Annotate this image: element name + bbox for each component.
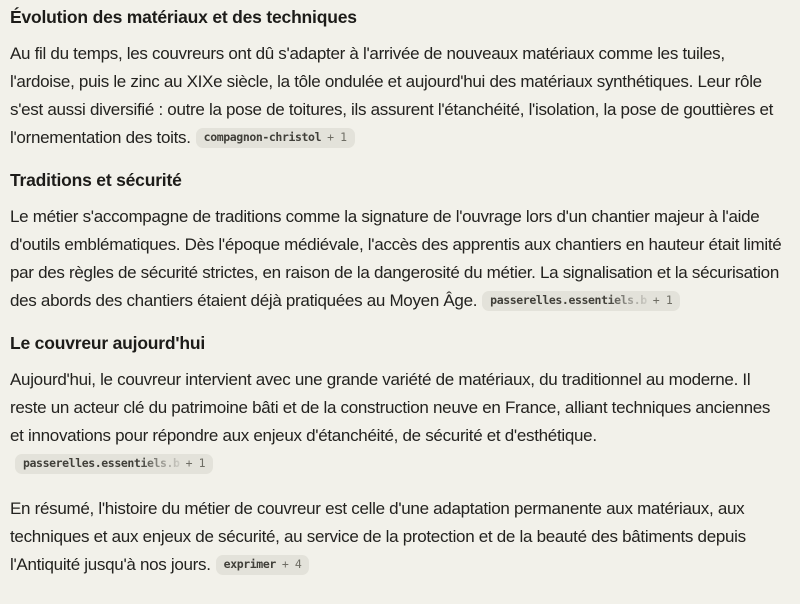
citation-badge[interactable]	[482, 291, 680, 311]
citation-source-label: exprimer	[223, 557, 276, 571]
citation-badge[interactable]	[196, 128, 355, 148]
section-heading: Évolution des matériaux et des techniques	[10, 7, 357, 27]
section-traditions	[10, 169, 786, 315]
paragraph	[10, 40, 786, 152]
citation-count: + 1	[185, 456, 206, 470]
citation-source-label: passerelles.essent	[490, 293, 608, 307]
section-evolution	[10, 6, 786, 152]
section-aujourdhui	[10, 332, 786, 478]
citation-badge[interactable]	[216, 555, 310, 575]
citation-count: + 1	[652, 293, 673, 307]
paragraph-text: Le métier s'accompagne de traditions comme la signature de l'ouvrage lors d'un chantier majeur à l'aide d'outils emblématiques. Dès l'époque médiévale, l'accès des apprentis aux chantiers en hauteur était limité par des règles de sécurité strictes, en raison de la dangerosité du métier. La signalisation et la sécurisation des abords des chantiers étaient déjà pratiquées au Moyen Âge.	[10, 207, 782, 310]
paragraph-text: Au fil du temps, les couvreurs ont dû s'adapter à l'arrivée de nouveaux matériaux comme les tuiles, l'ardoise, puis le zinc au XIXe siècle, la tôle ondulée et aujourd'hui des matériaux synthétiques. Leur rôle s'est aussi diversifié : outre la pose de toitures, ils assurent l'étanchéité, l'isolation, la pose de gouttières et l'ornementation des toits.	[10, 44, 774, 147]
section-heading: Le couvreur aujourd'hui	[10, 333, 206, 353]
citation-source-label-fade: iels.b	[607, 293, 647, 307]
section-heading: Traditions et sécurité	[10, 170, 182, 190]
paragraph	[10, 495, 786, 579]
citation-source-label-fade: iels.b	[140, 456, 180, 470]
citation-count: + 1	[327, 130, 347, 144]
citation-source-label: compagnon-christol	[203, 130, 322, 144]
paragraph-text: Aujourd'hui, le couvreur intervient avec une grande variété de matériaux, du traditionnel au moderne. Il reste un acteur clé du patrimoine bâti et de la construction neuve en France, alliant techniques anciennes et innovations pour répondre aux enjeux d'étanchéité, de sécurité et d'esthétique.	[10, 370, 771, 445]
section-resume	[10, 495, 786, 579]
paragraph-text: En résumé, l'histoire du métier de couvreur est celle d'une adaptation permanente aux matériaux, aux techniques et aux enjeux de sécurité, au service de la protection et de la beauté des bâtiments depuis l'Antiquité jusqu'à nos jours.	[10, 499, 746, 574]
citation-source-label: passerelles.essent	[23, 456, 141, 470]
citation-badge[interactable]	[15, 454, 213, 474]
paragraph	[10, 203, 786, 315]
citation-count: + 4	[281, 557, 302, 571]
paragraph	[10, 366, 786, 478]
